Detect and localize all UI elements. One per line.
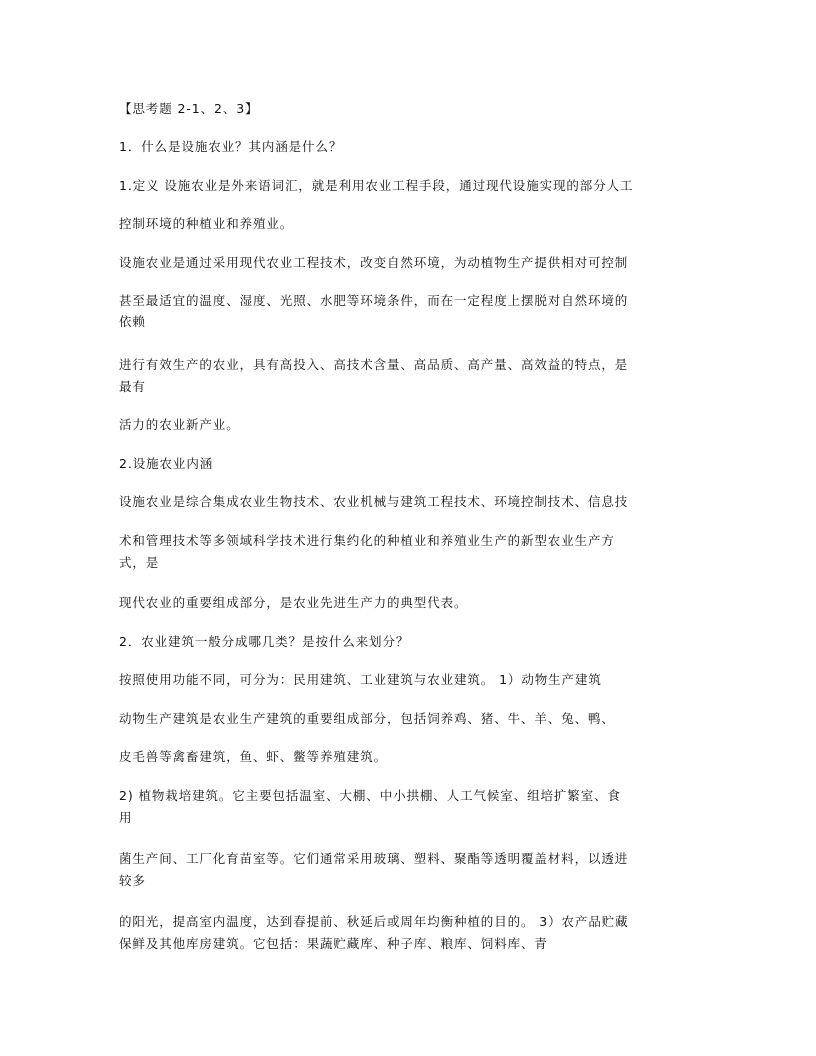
- paragraph-line: 控制环境的种植业和养殖业。: [119, 216, 294, 231]
- paragraph-line: 动物生产建筑是农业生产建筑的重要组成部分，包括饲养鸡、猪、牛、羊、兔、鸭、: [119, 711, 615, 726]
- paragraph-line: 设施农业是综合集成农业生物技术、农业机械与建筑工程技术、环境控制技术、信息技: [119, 494, 629, 509]
- subheading: 2.设施农业内涵: [119, 456, 214, 471]
- paragraph-line: 菌生产间、工厂化育苗室等。它们通常采用玻璃、塑料、聚酯等透明覆盖材料，以透进: [119, 851, 629, 866]
- paragraph-line: 进行有效生产的农业，具有高投入、高技术含量、高品质、高产量、高效益的特点，是: [119, 357, 629, 372]
- question-2: 2．农业建筑一般分成哪几类？是按什么来划分？: [119, 634, 410, 649]
- paragraph-line: 活力的农业新产业。: [119, 417, 240, 432]
- paragraph-line: 较多: [119, 873, 146, 888]
- paragraph-line: 2) 植物栽培建筑。它主要包括温室、大棚、中小拱棚、人工气候室、组培扩繁室、食: [119, 788, 621, 803]
- paragraph-line: 术和管理技术等多领域科学技术进行集约化的种植业和养殖业生产的新型农业生产方: [119, 533, 615, 548]
- heading-questions: 【思考题 2-1、2、3】: [119, 101, 259, 116]
- question-1: 1．什么是设施农业？其内涵是什么？: [119, 139, 343, 154]
- paragraph-line: 最有: [119, 379, 146, 394]
- paragraph-line: 皮毛兽等禽畜建筑，鱼、虾、鳖等养殖建筑。: [119, 749, 388, 764]
- paragraph-line: 甚至最适宜的温度、湿度、光照、水肥等环境条件，而在一定程度上摆脱对自然环境的: [119, 293, 629, 308]
- paragraph-line: 设施农业是通过采用现代农业工程技术，改变自然环境，为动植物生产提供相对可控制: [119, 255, 629, 270]
- paragraph-line: 1.定义 设施农业是外来语词汇，就是利用农业工程手段，通过现代设施实现的部分人工: [119, 178, 634, 193]
- paragraph-line: 用: [119, 810, 133, 825]
- paragraph-line: 依赖: [119, 314, 146, 329]
- paragraph-line: 保鲜及其他库房建筑。它包括：果蔬贮藏库、种子库、粮库、饲料库、青: [119, 936, 548, 951]
- paragraph-line: 按照使用功能不同，可分为：民用建筑、工业建筑与农业建筑。 1）动物生产建筑: [119, 672, 602, 687]
- paragraph-line: 现代农业的重要组成部分，是农业先进生产力的典型代表。: [119, 595, 468, 610]
- paragraph-line: 的阳光，提高室内温度，达到春提前、秋延后或周年均衡种植的目的。 3）农产品贮藏: [119, 914, 629, 929]
- paragraph-line: 式，是: [119, 555, 160, 570]
